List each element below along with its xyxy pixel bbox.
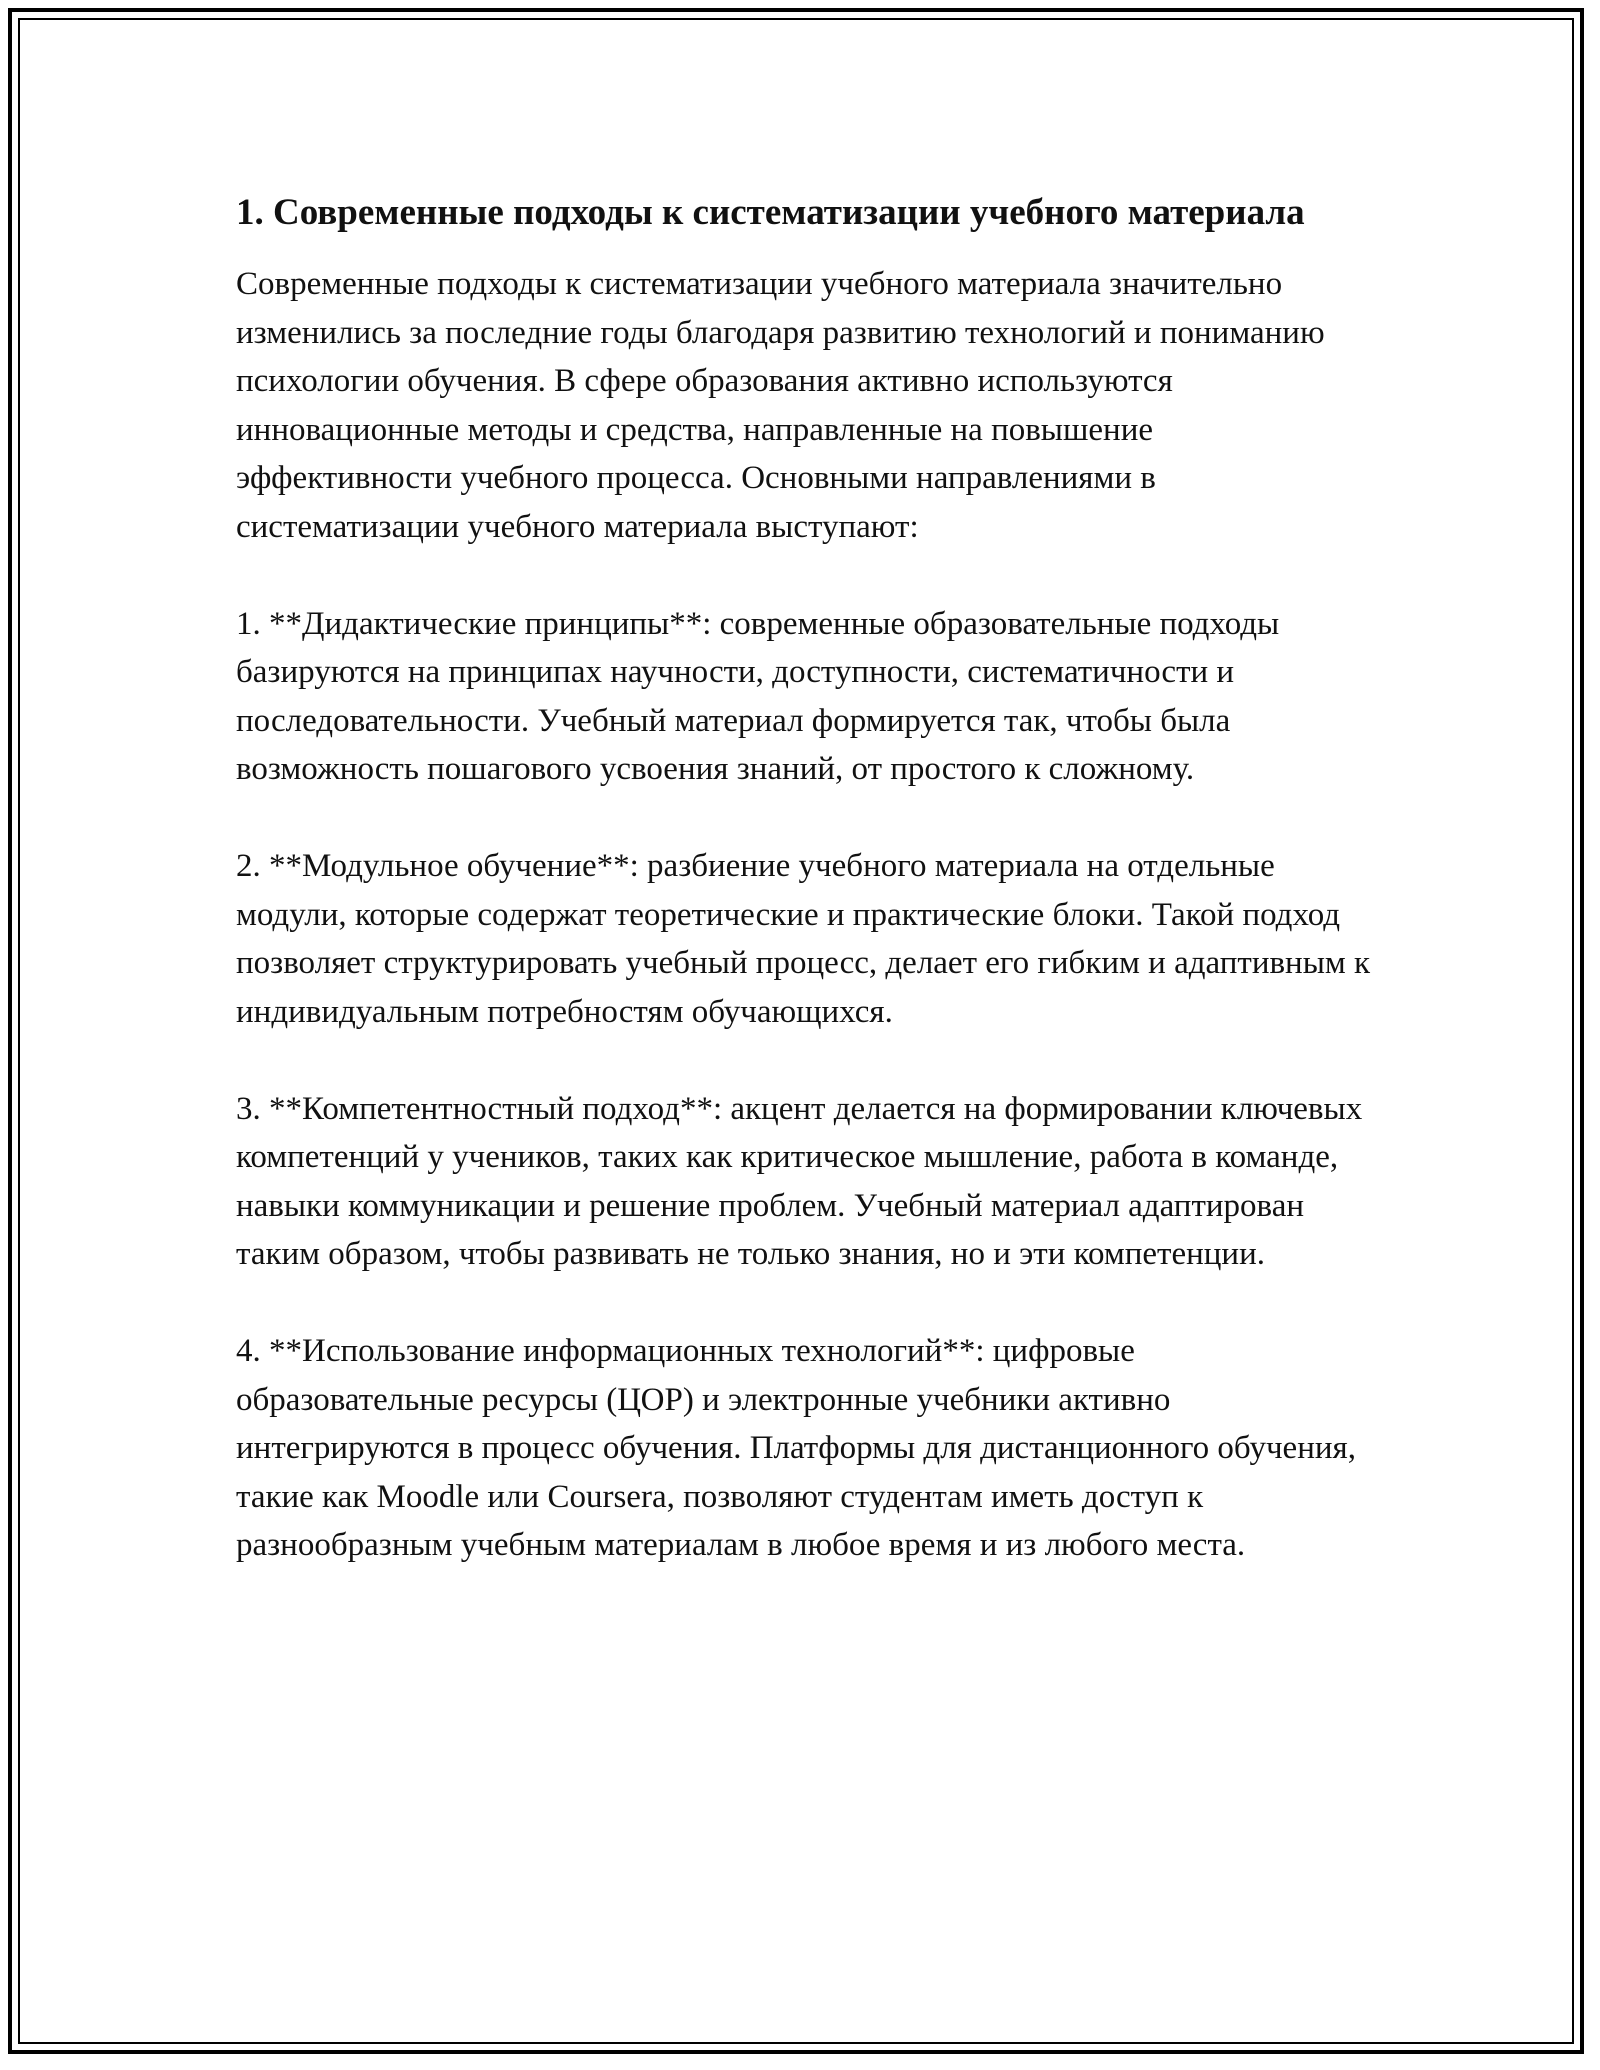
document-body — [236, 185, 1376, 1570]
list-item-competence-approach: 3. **Компетентностный подход**: акцент делается на формировании ключевых компетенций у учеников, таких как критическое мышление, работа в команде, навыки коммуникации и решение проблем. Учебный материал адаптирован таким образом, чтобы развивать не только знания, но и эти компетенции. — [236, 1090, 1363, 1272]
intro-paragraph: Современные подходы к систематизации учебного материала значительно изменились за последние годы благодаря развитию технологий и пониманию психологии обучения. В сфере образования активно используются инновационные методы и средства, направленные на повышение эффективности учебного процесса. Основными направлениями в систематизации учебного материала выступают: — [236, 266, 1325, 545]
list-item-modular-learning: 2. **Модульное обучение**: разбиение учебного материала на отдельные модули, которые содержат теоретические и практические блоки. Такой подход позволяет структурировать учебный процесс, делает его гибким и адаптивным к индивидуальным потребностям обучающихся. — [236, 848, 1371, 1030]
section-heading: 1. Современные подходы к систематизации учебного материала — [236, 192, 1305, 233]
list-item-didactic-principles: 1. **Дидактические принципы**: современные образовательные подходы базируются на принципах научности, доступности, систематичности и последовательности. Учебный материал формируется так, чтобы была возможность пошагового усвоения знаний, от простого к сложному. — [236, 605, 1280, 787]
list-item-information-technologies: 4. **Использование информационных технологий**: цифровые образовательные ресурсы (ЦОР) и электронные учебники активно интегрируются в процесс обучения. Платформы для дистанционного обучения, такие как Moodle или Coursera, позволяют студентам иметь доступ к разнообразным учебным материалам в любое время и из любого места. — [236, 1333, 1356, 1563]
